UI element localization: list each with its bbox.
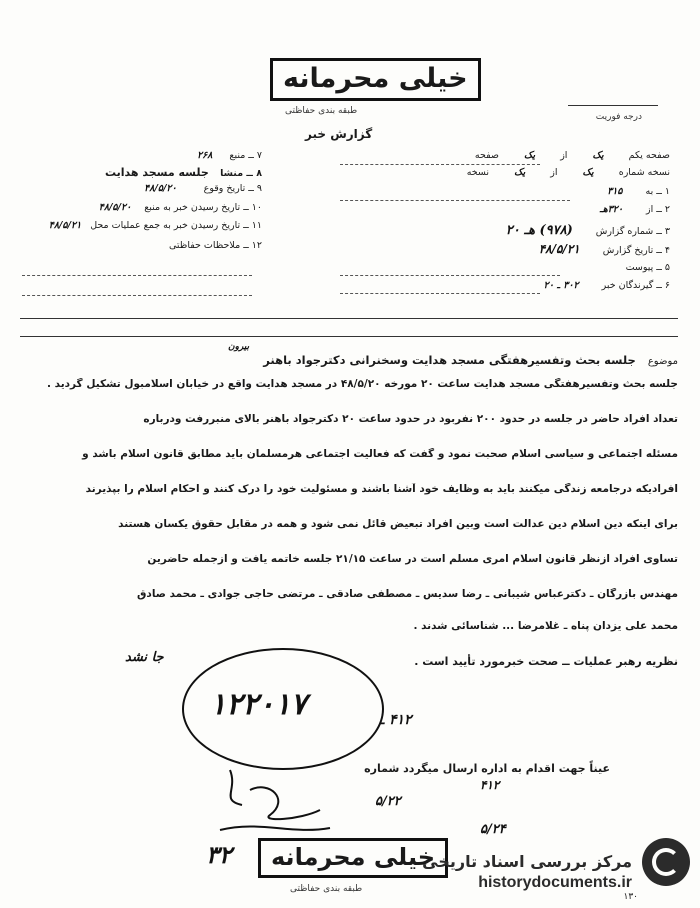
field-report-number: ۳ ــ شماره گزارش (۹۷۸) هـ ۲۰ [505, 223, 670, 238]
right-dots-2 [340, 200, 570, 201]
field-source-received: ۱۰ ــ تاریخ رسیدن خبر به منبع ۴۸/۵/۲۰ [98, 202, 262, 213]
field-from: ۲ ــ از ۳۲۰هـ [599, 204, 670, 215]
circled-number: ۱۲۲۰۱۷ [210, 687, 307, 722]
subject-line: موضوع جلسه بحث وتفسیرهفتگی مسجد هدایت وسخنرانی دکترجواد باهنر [263, 353, 678, 367]
left-dots-1 [22, 275, 252, 276]
watermark-title: مرکز بررسی اسناد تاریخی [422, 852, 632, 871]
evaluation-handwritten: جا نشد [125, 650, 164, 665]
field-origin: ۸ ــ منشا جلسه مسجد هدایت [105, 166, 262, 179]
signature-date-1: ۵/۲۲ [375, 794, 401, 809]
priority-label: درجه فوریت [595, 112, 642, 122]
signature-scribble [200, 760, 340, 840]
body-line-3: مسئله اجتماعی و سیاسی اسلام صحبت نمود و گفت که فعالیت اجتماعی هرمسلمان باید مطابق قانون اسلام باشد و [22, 448, 678, 460]
field-report-date: ۴ ــ تاریخ گزارش ۴۸/۵/۲۱ [538, 242, 670, 256]
classification-stamp-top: خیلی محرمانه [270, 58, 481, 101]
field-occurrence-date: ۹ ــ تاریخ وقوع ۴۸/۵/۲۰ [144, 183, 262, 194]
evaluation-line: نظریه رهبر عملیات ــ صحت خبرمورد تأیید است . [414, 655, 678, 668]
field-source: ۷ ــ منبع ۲۶۸ [197, 150, 262, 161]
body-line-2: تعداد افراد حاضر در جلسه در حدود ۲۰۰ نفربود در حدود ساعت ۲۰ دکترجواد باهنر بالای منبررفت ودرباره [22, 413, 678, 425]
classification-stamp-bottom: خیلی محرمانه [258, 838, 448, 878]
body-line-6: تساوی افراد ازنظر قانون اسلام امری مسلم است در ساعت ۲۱/۱۵ جلسه خاتمه یافت و ازجمله حاضرین [22, 553, 678, 565]
body-line-4: افرادیکه درجامعه زندگی میکنند باید به وظایف خود آشنا باشند و مسئولیت خود را درک کنند و احکام اسلام را بپذیرند [22, 483, 678, 495]
priority-line [568, 105, 658, 106]
right-fields [340, 150, 670, 310]
bottom-handwritten: ۳۲ [206, 840, 232, 869]
page-mark: ۱۳۰ [623, 892, 638, 902]
right-dots-3 [340, 275, 560, 276]
body-line-1: جلسه بحث وتفسیرهفتگی مسجد هدایت ساعت ۲۰ مورخه ۴۸/۵/۲۰ در مسجد هدایت واقع در خیابان اسلامبول تشکیل گردید . [22, 378, 678, 390]
field-to: ۱ ــ به ۳۱۵ [607, 186, 670, 197]
body-line-8: محمد علی یزدان پناه ـ غلامرضا ... شناسائی شدند . [22, 620, 678, 632]
watermark-url: historydocuments.ir [478, 874, 632, 891]
subject-annotation: بیرون [228, 342, 250, 352]
field-page: صفحه یکم یک از یک صفحه [474, 150, 670, 161]
handwritten-ref: ۴۱۲ ـ [380, 712, 412, 728]
header-separator-1 [20, 318, 678, 319]
right-dots-1 [340, 164, 540, 165]
forward-number: ۴۱۲ [480, 778, 500, 792]
field-security-notes: ۱۲ ــ ملاحظات حفاظتی [168, 240, 262, 251]
classification-caption: طبقه بندی حفاظتی [285, 106, 358, 116]
body-line-5: برای اینکه دین اسلام دین عدالت است وبین افراد تبعیض قائل نمی شود و همه در مقابل حقوق یکسان هستند [22, 518, 678, 530]
field-attachment: ۵ ــ پیوست [625, 262, 670, 273]
right-dots-4 [340, 293, 540, 294]
report-type-heading: گزارش خبر [305, 127, 373, 141]
field-copy: نسخه شماره یک از یک نسخه [466, 167, 670, 178]
archive-logo-icon [642, 838, 690, 886]
left-dots-2 [22, 295, 252, 296]
field-recipients: ۶ ــ گیرندگان خبر ۳۰۲ ـ ۲۰ [543, 280, 670, 291]
forward-line: عیناً جهت اقدام به اداره ارسال میگردد شماره [364, 762, 610, 775]
left-fields [22, 150, 262, 280]
body-line-7: مهندس بازرگان ـ دکترعباس شیبانی ـ رضا سدیس ـ مصطفی صادقی ـ مرتضی حاجی جوادی ـ محمد صادق [22, 588, 678, 600]
field-ops-received: ۱۱ ــ تاریخ رسیدن خبر به جمع عملیات محل ۴۸/۵/۲۱ [48, 220, 262, 231]
classification-caption-bottom: طبقه بندی حفاظتی [290, 884, 363, 894]
header-separator-2 [20, 336, 678, 337]
signature-date-2: ۵/۲۴ [480, 822, 506, 837]
